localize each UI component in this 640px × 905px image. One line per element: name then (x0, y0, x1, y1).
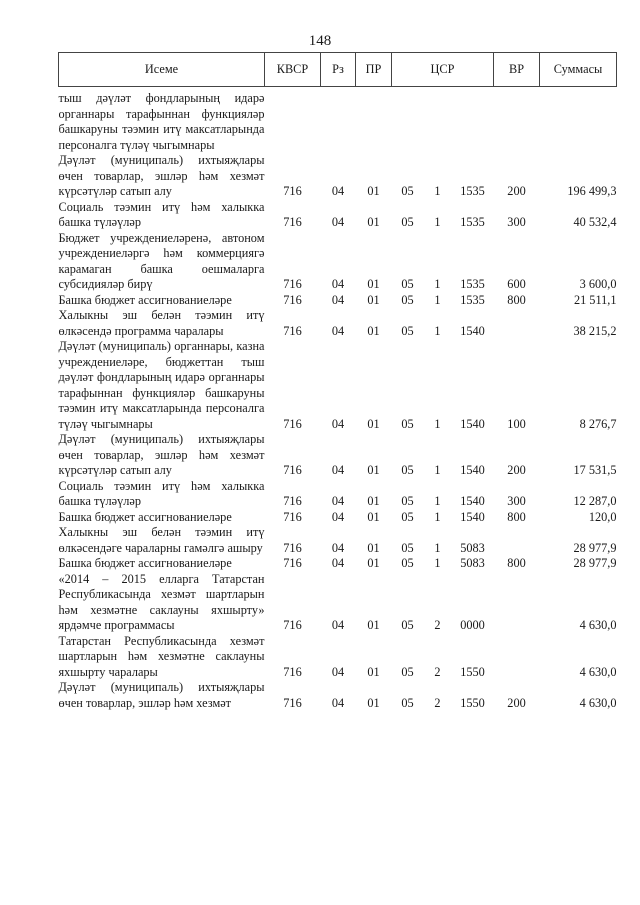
row-name (59, 680, 265, 711)
row-name (59, 432, 265, 479)
row-name (59, 479, 265, 510)
row-tsr-subprogram: 1 (434, 323, 441, 338)
table-row (59, 200, 617, 231)
row-tsr-code: 1540 (460, 463, 485, 477)
row-name-text: Халыкны эш белән тәэмин итү өлкәсендәге чараларны гамәлгә ашыру (58, 525, 265, 555)
row-rz: 04 (331, 494, 345, 508)
row-rz: 04 (331, 509, 345, 524)
row-kvsr: 716 (283, 215, 302, 229)
row-sum: 12 287,0 (573, 494, 617, 508)
row-tsr-program: 05 (401, 695, 414, 710)
row-tsr-subprogram: 1 (434, 292, 441, 307)
row-vr: 300 (507, 215, 526, 229)
row-sum: 8 276,7 (579, 416, 617, 431)
row-name (59, 231, 265, 293)
budget-table (58, 52, 617, 711)
row-tsr-subprogram: 1 (434, 277, 441, 291)
row-rz: 04 (331, 556, 345, 570)
row-vr: 800 (507, 292, 526, 307)
table-row (59, 556, 617, 572)
row-name-text: Дәүләт (муниципаль) ихтыяҗлары өчен товарлар, эшләр һәм хезмәт күрсәтүләр сатып алу (58, 153, 265, 198)
row-kvsr: 716 (283, 494, 302, 508)
row-pr: 01 (367, 540, 380, 555)
row-tsr-code: 1550 (460, 664, 485, 679)
row-kvsr: 716 (283, 695, 302, 710)
table-row (59, 293, 617, 309)
row-tsr-program: 05 (401, 509, 414, 524)
table-row (59, 231, 617, 293)
row-name (59, 525, 265, 556)
row-name-text: Социаль тәэмин итү һәм халыкка башка түләүләр (58, 199, 265, 229)
row-vr (494, 308, 540, 339)
table-row (59, 479, 617, 510)
table-row (59, 634, 617, 681)
row-tsr-subprogram: 1 (434, 494, 441, 508)
header-rz: Рз (321, 53, 356, 87)
row-sum: 3 600,0 (579, 277, 617, 291)
row-tsr-code (452, 87, 494, 154)
row-vr: 600 (507, 277, 526, 291)
row-name-text: Социаль тәэмин итү һәм халыкка башка түләүләр (58, 478, 265, 508)
row-name (59, 200, 265, 231)
row-pr: 01 (367, 292, 380, 307)
row-vr: 200 (507, 463, 526, 477)
row-rz: 04 (331, 463, 345, 477)
row-kvsr: 716 (283, 556, 302, 570)
row-tsr-program: 05 (401, 184, 414, 198)
table-body (59, 87, 617, 712)
table-row (59, 153, 617, 200)
row-name (59, 87, 265, 154)
row-tsr-code: 5083 (460, 540, 485, 555)
row-name-text: Бюджет учреждениеләренә, автоном учреждениеләргә һәм коммерциягә карамаган башка оешмаларга субсидияләр бирү (58, 230, 265, 291)
row-rz: 04 (331, 540, 345, 555)
row-name (59, 308, 265, 339)
row-tsr-code: 1535 (460, 215, 485, 229)
row-tsr-code: 1535 (460, 277, 485, 291)
row-kvsr: 716 (283, 416, 302, 431)
row-name-text: Башка бюджет ассигнованиеләре (58, 556, 232, 570)
table-header-row (59, 53, 617, 87)
row-tsr-code: 1540 (460, 323, 485, 338)
row-pr: 01 (367, 215, 380, 229)
row-tsr-program: 05 (401, 323, 414, 338)
row-kvsr: 716 (283, 618, 302, 632)
row-sum: 120,0 (588, 509, 617, 524)
page-number: 148 (308, 33, 332, 49)
row-name (59, 339, 265, 432)
row-tsr-program: 05 (401, 540, 414, 555)
row-rz: 04 (331, 695, 345, 710)
row-pr: 01 (367, 556, 380, 570)
row-name-text: Дәүләт (муниципаль) ихтыяҗлары өчен товарлар, эшләр һәм хезмәт күрсәтүләр сатып алу (58, 432, 265, 477)
row-rz: 04 (331, 215, 345, 229)
header-vr: ВР (494, 53, 540, 87)
row-tsr-code: 1550 (460, 695, 485, 710)
row-pr: 01 (367, 509, 380, 524)
row-tsr-subprogram: 2 (434, 695, 441, 710)
row-tsr-program: 05 (401, 416, 414, 431)
row-sum: 21 511,1 (573, 292, 617, 307)
row-pr: 01 (367, 494, 380, 508)
row-kvsr: 716 (283, 323, 302, 338)
row-vr: 200 (507, 184, 526, 198)
row-pr: 01 (367, 277, 380, 291)
row-pr: 01 (367, 664, 380, 679)
row-tsr-program: 05 (401, 292, 414, 307)
row-tsr-subprogram (424, 87, 452, 154)
row-vr (494, 572, 540, 634)
row-kvsr: 716 (283, 463, 302, 477)
row-name-text: Дәүләт (муниципаль) органнары, казна учреждениеләре, бюджеттан тыш дәүләт фондларының идарә органнары тарафыннан функцияләр башкаруны тәэмин итү максатларында персоналга түләү чыгымнары (58, 339, 265, 431)
row-tsr-program: 05 (401, 277, 414, 291)
row-rz: 04 (331, 292, 345, 307)
row-tsr-code: 1540 (460, 494, 485, 508)
row-sum: 4 630,0 (579, 664, 617, 679)
table-row (59, 339, 617, 432)
row-tsr-subprogram: 1 (434, 463, 441, 477)
row-rz: 04 (331, 664, 345, 679)
row-name (59, 572, 265, 634)
row-tsr-subprogram: 2 (434, 664, 441, 679)
row-kvsr: 716 (283, 277, 302, 291)
row-tsr-program: 05 (401, 556, 414, 570)
row-tsr-code: 1535 (460, 292, 485, 307)
row-pr: 01 (367, 463, 380, 477)
table-row (59, 680, 617, 711)
row-pr: 01 (367, 618, 380, 632)
row-rz: 04 (331, 184, 345, 198)
row-vr (494, 525, 540, 556)
row-rz (321, 87, 356, 154)
row-name (59, 634, 265, 681)
row-name (59, 556, 265, 572)
row-tsr-subprogram: 1 (434, 215, 441, 229)
table-row (59, 308, 617, 339)
row-kvsr: 716 (283, 292, 302, 307)
header-pr: ПР (356, 53, 392, 87)
row-pr: 01 (367, 416, 380, 431)
row-tsr-program: 05 (401, 215, 414, 229)
row-tsr-code: 5083 (460, 556, 485, 570)
row-name (59, 510, 265, 526)
row-vr: 800 (507, 556, 526, 570)
row-kvsr (265, 87, 321, 154)
row-pr: 01 (367, 323, 380, 338)
header-name: Исеме (59, 53, 265, 87)
row-name-text: «2014 – 2015 елларга Татарстан Республикасында хезмәт шартларын һәм хезмәтне саклауны яхшырту» ярдәмче программасы (58, 571, 265, 632)
row-name-text: Башка бюджет ассигнованиеләре (58, 509, 232, 524)
row-name-text: Дәүләт (муниципаль) ихтыяҗлары өчен товарлар, эшләр һәм хезмәт (58, 680, 265, 710)
row-tsr-program: 05 (401, 664, 414, 679)
row-sum: 38 215,2 (573, 323, 617, 338)
row-sum: 4 630,0 (579, 618, 617, 632)
row-vr: 200 (507, 695, 526, 710)
table-row (59, 525, 617, 556)
row-tsr-subprogram: 1 (434, 556, 441, 570)
row-kvsr: 716 (283, 540, 302, 555)
row-tsr-code: 1535 (460, 184, 485, 198)
row-pr: 01 (367, 184, 380, 198)
row-tsr-subprogram: 1 (434, 184, 441, 198)
row-tsr-code: 1540 (460, 509, 485, 524)
row-vr: 300 (507, 494, 526, 508)
table-row (59, 510, 617, 526)
row-kvsr: 716 (283, 664, 302, 679)
row-kvsr: 716 (283, 509, 302, 524)
row-name-text: Башка бюджет ассигнованиеләре (58, 292, 232, 307)
header-sum: Суммасы (540, 53, 617, 87)
row-sum: 28 977,9 (573, 556, 617, 570)
header-tsr: ЦСР (392, 53, 494, 87)
row-sum (540, 87, 617, 154)
row-vr: 100 (507, 416, 526, 431)
table-row (59, 572, 617, 634)
table-row (59, 87, 617, 154)
row-tsr-program: 05 (401, 618, 414, 632)
table-row (59, 432, 617, 479)
row-pr: 01 (367, 695, 380, 710)
row-name (59, 293, 265, 309)
row-vr (494, 87, 540, 154)
row-sum: 28 977,9 (573, 540, 617, 555)
row-tsr-subprogram: 1 (434, 509, 441, 524)
row-tsr-program (392, 87, 424, 154)
row-sum: 196 499,3 (567, 184, 617, 198)
row-tsr-code: 1540 (460, 416, 485, 431)
row-tsr-program: 05 (401, 463, 414, 477)
header-kvsr: КВСР (265, 53, 321, 87)
row-sum: 40 532,4 (573, 215, 617, 229)
row-sum: 17 531,5 (573, 463, 617, 477)
row-tsr-subprogram: 1 (434, 540, 441, 555)
row-rz: 04 (331, 416, 345, 431)
row-name (59, 153, 265, 200)
row-kvsr: 716 (283, 184, 302, 198)
row-vr (494, 634, 540, 681)
row-vr: 800 (507, 509, 526, 524)
row-tsr-subprogram: 2 (434, 618, 441, 632)
row-name-text: Татарстан Республикасында хезмәт шартларын һәм хезмәтне саклауны яхшырту чаралары (58, 633, 265, 679)
row-name-text: Халыкны эш белән тәэмин итү өлкәсендә программа чаралары (58, 308, 265, 338)
row-pr (356, 87, 392, 154)
row-name-text: тыш дәүләт фондларының идарә органнары тарафыннан функцияләр башкаруны тәэмин итү максатларында персоналга түләү чыгымнары (58, 91, 265, 152)
row-tsr-subprogram: 1 (434, 416, 441, 431)
row-rz: 04 (331, 618, 345, 632)
row-rz: 04 (331, 323, 345, 338)
row-rz: 04 (331, 277, 345, 291)
row-sum: 4 630,0 (579, 695, 617, 710)
row-tsr-code: 0000 (460, 618, 485, 632)
row-tsr-program: 05 (401, 494, 414, 508)
